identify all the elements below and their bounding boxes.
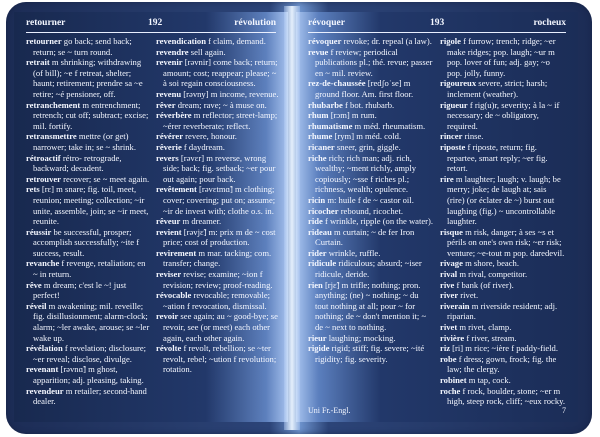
footer-signature: 7	[562, 406, 566, 415]
entry-definition: m reflector; street‑lamp; ~érer reverberate; reflect.	[163, 110, 278, 131]
entry-definition: ridiculous; absurd; ~iser ridicule, deride.	[315, 258, 422, 280]
entry-definition: f river, stream.	[464, 332, 517, 343]
entry-definition: rebound, ricochet.	[338, 205, 403, 216]
dictionary-entry	[156, 89, 282, 100]
entry-headword: rivière	[440, 332, 465, 343]
dictionary-entry	[156, 131, 282, 142]
entry-headword: ricaner	[308, 141, 335, 152]
dictionary-entry	[156, 290, 282, 311]
dictionary-entry	[26, 364, 152, 385]
entry-definition: revise; examine; ~ion f revision; review; proof‑reading.	[163, 269, 273, 290]
dictionary-entry	[308, 195, 434, 206]
dictionary-entry	[156, 311, 282, 343]
entry-definition: [rəvnɑ̃] m ghost, apparition; adj. pleasing, taking.	[33, 364, 144, 385]
entry-headword: rêveur	[156, 216, 181, 227]
entry-definition: m shore, beach.	[462, 258, 519, 269]
entry-headword: revendeur	[26, 385, 64, 396]
entry-headword: riche	[308, 152, 327, 163]
dictionary-entry	[308, 248, 434, 259]
entry-headword: reviser	[156, 269, 182, 280]
book-gutter	[284, 6, 300, 430]
entry-definition: m rivet, clamp.	[457, 322, 512, 333]
entry-headword: révocable	[156, 290, 192, 301]
dictionary-entry	[440, 280, 566, 291]
entry-headword: ricin	[308, 194, 326, 205]
dictionary-entry	[26, 36, 152, 57]
dictionary-entry	[156, 248, 282, 269]
entry-headword: rhum	[308, 110, 329, 121]
entry-definition: [rəvɛtmɑ̃] m clothing; cover; covering; put on; assume; ~ir de invest with; clothe o.s. in.	[163, 184, 276, 216]
entry-definition: be successful, prosper; accomplish successfully; ~ite f success, result.	[33, 226, 140, 258]
entry-definition: f bank (of river).	[454, 279, 514, 290]
entry-headword: rigole	[440, 36, 461, 46]
dictionary-entry	[440, 354, 566, 375]
entry-headword: révélation	[26, 343, 63, 354]
entry-headword: revendre	[156, 46, 189, 57]
entry-definition: [redʃoˈse] m ground floor. Am. first floor.	[315, 78, 414, 99]
dictionary-entry	[26, 227, 152, 259]
entry-headword: réveil	[26, 300, 47, 311]
entry-definition: f riposte, return; fig. repartee, smart reply; ~er fig. retort.	[447, 141, 548, 174]
entry-headword: ricocher	[308, 205, 339, 216]
entry-definition: f revenge, retaliation; en ~ in return.	[33, 258, 146, 280]
dictionary-entry	[308, 206, 434, 217]
dictionary-entry	[308, 153, 434, 195]
entry-definition: [rym] m méd. cold.	[332, 131, 402, 142]
entry-definition: f wrinkle, ripple (on the water).	[322, 216, 434, 227]
entry-headword: revient	[156, 226, 182, 237]
entry-headword: revenir	[156, 57, 183, 68]
dictionary-entry	[26, 131, 152, 152]
entry-headword: revendication	[156, 36, 206, 46]
entry-headword: rigide	[308, 343, 330, 354]
dictionary-entry	[26, 153, 152, 174]
dictionary-entry	[308, 110, 434, 121]
dictionary-entry	[440, 227, 566, 259]
entry-headword: rieur	[308, 332, 327, 343]
entry-definition: m risk, danger; à ses ~s et périls on one's own risk; ~er risk; venture; ~e‑tout m pop. daredevil.	[447, 226, 565, 258]
dictionary-entry	[440, 131, 566, 142]
entry-definition: m tap, cock.	[466, 375, 511, 385]
entry-definition: wrinkle, ruffle.	[326, 247, 381, 258]
header-rule	[26, 32, 276, 33]
entry-definition: rigid; stiff; fig. severe; ~ité rigidity; fig. severity.	[315, 343, 425, 364]
dictionary-entry	[26, 57, 152, 99]
entry-definition: m dreamer.	[180, 216, 222, 227]
page-header	[26, 18, 276, 32]
dictionary-entry	[308, 258, 434, 279]
left-page	[14, 12, 288, 422]
entry-definition: recover; se ~ meet again.	[61, 173, 150, 184]
entry-headword: ridicule	[308, 258, 337, 269]
entry-definition: rivet.	[458, 290, 479, 301]
entry-definition: m mar. tacking; com. transfer; change.	[163, 247, 272, 269]
right-col-2	[440, 36, 566, 407]
left-col-2	[156, 36, 282, 375]
dictionary-entry	[440, 386, 566, 407]
dictionary-entry	[156, 216, 282, 227]
entry-headword: robinet	[440, 375, 467, 385]
dictionary-entry	[440, 174, 566, 227]
dictionary-entry	[308, 36, 434, 47]
dictionary-entry	[440, 269, 566, 280]
entry-definition: m curtain; ~ de fer Iron Curtain.	[315, 226, 415, 248]
entry-definition: m: huile f de ~ castor oil.	[325, 194, 414, 205]
left-col-1	[26, 36, 152, 407]
entry-definition: dream; rave; ~ à muse on.	[175, 99, 267, 110]
entry-headword: revenu	[156, 88, 182, 99]
dictionary-entry	[26, 280, 152, 301]
dictionary-entry	[156, 153, 282, 185]
entry-headword: rigueur	[440, 99, 468, 110]
entry-headword: retourner	[26, 36, 62, 46]
entry-definition: severe, strict; harsh; inclement (weather).	[447, 78, 548, 99]
entry-definition: f rock, boulder, stone; ~er m high, steep rock, cliff; ~eux rocky.	[447, 385, 566, 407]
dictionary-entry	[156, 47, 282, 58]
dictionary-entry	[440, 301, 566, 322]
dictionary-entry	[308, 280, 434, 333]
dictionary-entry	[26, 258, 152, 279]
dictionary-entry	[156, 227, 282, 248]
page-number: 193	[430, 18, 445, 28]
guide-word-left: révoquer	[308, 18, 345, 28]
entry-headword: ride	[308, 216, 323, 227]
dictionary-entry	[26, 184, 152, 226]
dictionary-entry	[440, 36, 566, 78]
entry-definition: f bot. rhubarb.	[342, 99, 395, 110]
dictionary-entry	[26, 343, 152, 364]
entry-headword: revue	[308, 46, 329, 57]
entry-headword: rez-de-chaussée	[308, 78, 366, 89]
dictionary-entry	[156, 110, 282, 131]
dictionary-entry	[440, 290, 566, 301]
entry-headword: roche	[440, 385, 461, 396]
entry-definition: f furrow; trench; ridge; ~er make ridges; pop. laugh; ~ur m pop. lover of fun; adj. gay; ~o pop. jolly, funny.	[447, 36, 556, 78]
dictionary-entry	[308, 47, 434, 79]
entry-headword: rhumatisme	[308, 120, 353, 131]
entry-headword: rival	[440, 269, 458, 280]
entry-headword: réussir	[26, 226, 52, 237]
entry-definition: see again; au ~ good‑bye; se revoir, see (or meet) each other again, each other again.	[163, 311, 278, 343]
dictionary-entry	[440, 100, 566, 132]
right-col-1	[308, 36, 434, 364]
header-rule	[308, 32, 566, 33]
entry-headword: rhubarbe	[308, 99, 343, 110]
dictionary-entry	[308, 343, 434, 364]
entry-headword: revenant	[26, 364, 59, 375]
entry-definition: [rjɛ̃] m trifle; nothing; pron. anything; (ne) ~ nothing; ~ du tout nothing at all; pour ~ for nothing; de ~ don't mention it; ~ de ~ next to nothing.	[315, 279, 427, 333]
entry-headword: retranchement	[26, 99, 81, 110]
entry-headword: rien	[308, 279, 323, 290]
entry-definition: go back; send back; return; se ~ turn round.	[33, 36, 132, 57]
entry-definition: revocable; removable; ~ation f revocation, dismissal.	[163, 290, 271, 311]
dictionary-entry	[440, 258, 566, 269]
entry-definition: [rəvjɛ̃] m: prix m de ~ cost price; cost of production.	[163, 226, 276, 248]
entry-headword: riz	[440, 343, 451, 354]
dictionary-entry	[156, 57, 282, 89]
dictionary-entry	[440, 322, 566, 333]
entry-headword: rivet	[440, 322, 458, 333]
guide-word-left: retourner	[26, 18, 66, 28]
footer-imprint: Uni Fr.-Engl.	[308, 406, 351, 415]
entry-definition: m rival, competitor.	[457, 269, 528, 280]
entry-headword: revirement	[156, 247, 197, 258]
entry-headword: rivage	[440, 258, 463, 269]
entry-definition: f daydream.	[181, 141, 225, 152]
dictionary-entry	[26, 174, 152, 185]
entry-headword: revoir	[156, 311, 179, 322]
dictionary-entry	[308, 333, 434, 344]
entry-headword: rêve	[26, 279, 42, 290]
dictionary-entry	[308, 227, 434, 248]
entry-headword: retrouver	[26, 173, 61, 184]
dictionary-entry	[156, 269, 282, 290]
entry-definition: m dream; c'est le ~! just perfect!	[33, 279, 127, 301]
dictionary-entry	[440, 78, 566, 99]
entry-definition: m awakening; mil. reveille; fig. disillusionment; alarm‑clock; alarm; ~ler awake, arouse; se ~ler wake up.	[33, 300, 150, 343]
dictionary-entry	[26, 100, 152, 132]
page-number: 192	[148, 18, 163, 28]
dictionary-entry	[156, 100, 282, 111]
entry-definition: m laughter; laugh; v. laugh; be merry; joke; de laugh at; sais (rire) (or éclater de ~) burst out laughing (fig.) ~ uncontrollable laughter.	[447, 173, 561, 227]
entry-headword: retrait	[26, 57, 50, 68]
entry-definition: laughing; mocking.	[326, 332, 396, 343]
entry-headword: revêtement	[156, 184, 197, 195]
dictionary-entry	[308, 142, 434, 153]
dictionary-entry	[308, 78, 434, 99]
entry-definition: f claim, demand.	[205, 36, 266, 46]
entry-definition: f dress; gown, frock; fig. the law; the clergy.	[447, 353, 557, 375]
entry-definition: revoke; dr. repeal (a law).	[341, 36, 432, 46]
entry-headword: risque	[440, 226, 463, 237]
entry-headword: rincer	[440, 131, 463, 142]
entry-headword: rive	[440, 279, 455, 290]
entry-headword: robe	[440, 353, 457, 364]
dictionary-entry	[440, 343, 566, 354]
entry-definition: m retailer; second‑hand dealer.	[33, 385, 147, 407]
entry-headword: river	[440, 290, 459, 301]
entry-definition: [rəvɛr] m reverse, wrong side; back; fig. setback; ~er pour out again; pour back.	[163, 152, 276, 184]
dictionary-entry	[156, 36, 282, 47]
entry-definition: f revolt, rebellion; se ~ter revolt, rebel; ~ution f revolution; rotation.	[163, 343, 277, 375]
entry-definition: [ri] m rice; ~ière f paddy‑field.	[450, 343, 558, 354]
entry-definition: m méd. rheumatism.	[352, 120, 426, 131]
dictionary-entry	[308, 100, 434, 111]
dictionary-entry	[308, 131, 434, 142]
entry-headword: riverain	[440, 300, 470, 311]
dictionary-entry	[156, 142, 282, 153]
entry-definition: f review; periodical publications pl.; thé. revue; passer en ~ mil. review.	[315, 46, 433, 78]
entry-definition: f rig(u)r, severity; à la ~ if necessary; de ~ obligatory, required.	[447, 99, 560, 131]
entry-definition: mettre (or get) narrower; take in; se ~ shrink.	[33, 131, 136, 152]
entry-definition: m riverside resident; adj. riparian.	[447, 300, 558, 322]
entry-definition: f revelation; disclosure; ~er reveal; disclose, divulge.	[33, 343, 147, 364]
entry-headword: révolte	[156, 343, 182, 354]
entry-definition: [rəvnir] come back; return; amount; cost; reappear; please; ~ à soi regain consciousness.	[163, 57, 278, 89]
dictionary-entry	[156, 343, 282, 375]
entry-headword: rideau	[308, 226, 332, 237]
entry-definition: rinse.	[462, 131, 484, 142]
entry-definition: revere, honour.	[183, 131, 237, 142]
entry-headword: rets	[26, 184, 40, 195]
entry-definition: [rɔm] m rum.	[328, 110, 377, 121]
entry-headword: réverbère	[156, 110, 192, 121]
entry-headword: rire	[440, 173, 454, 184]
entry-headword: rhume	[308, 131, 333, 142]
entry-definition: m entrenchment; retrench; cut off; subtract; excise; mil. fortify.	[33, 99, 149, 131]
entry-headword: révérer	[156, 131, 184, 142]
entry-headword: rêver	[156, 99, 176, 110]
dictionary-entry	[440, 333, 566, 344]
entry-headword: rider	[308, 247, 327, 258]
dictionary-entry	[308, 216, 434, 227]
page-footer	[308, 406, 566, 418]
entry-headword: rigoureux	[440, 78, 477, 89]
entry-definition: m shrinking; withdrawing (of bill); ~e f retreat, shelter; haunt; retirement; prendre sa ~e retire; ~é pensioner, off.	[33, 57, 143, 99]
guide-word-right: révolution	[234, 18, 276, 28]
right-page	[296, 12, 578, 422]
entry-headword: retransmettre	[26, 131, 77, 142]
entry-definition: sneer, grin, giggle.	[334, 141, 401, 152]
dictionary-entry	[26, 386, 152, 407]
dictionary-entry	[308, 121, 434, 132]
dictionary-entry	[440, 375, 566, 386]
entry-definition: [rəvny] m income, revenue.	[181, 88, 279, 99]
entry-definition: rétro‑ retrograde, backward; decadent.	[33, 152, 122, 174]
page-header	[308, 18, 566, 32]
entry-definition: rich; rich man; adj. rich, wealthy; ~ment richly, amply copiously; ~sse f riches pl.; richness, wealth; opulence.	[315, 152, 416, 195]
entry-headword: rétroactif	[26, 152, 61, 163]
entry-definition: sell again.	[188, 46, 226, 57]
dictionary-entry	[26, 301, 152, 343]
entry-headword: révoquer	[308, 36, 342, 46]
entry-headword: riposte	[440, 141, 466, 152]
dictionary-entry	[440, 142, 566, 174]
dictionary-entry	[156, 184, 282, 216]
entry-headword: revanche	[26, 258, 60, 269]
entry-headword: revers	[156, 152, 179, 163]
entry-definition: [rɛ] m snare; fig. toil, meet, reunion; meeting; collection; ~ir unite, assemble, join; se ~ir meet, reunite.	[33, 184, 149, 227]
guide-word-right: rocheux	[533, 18, 566, 28]
entry-headword: rêverie	[156, 141, 182, 152]
